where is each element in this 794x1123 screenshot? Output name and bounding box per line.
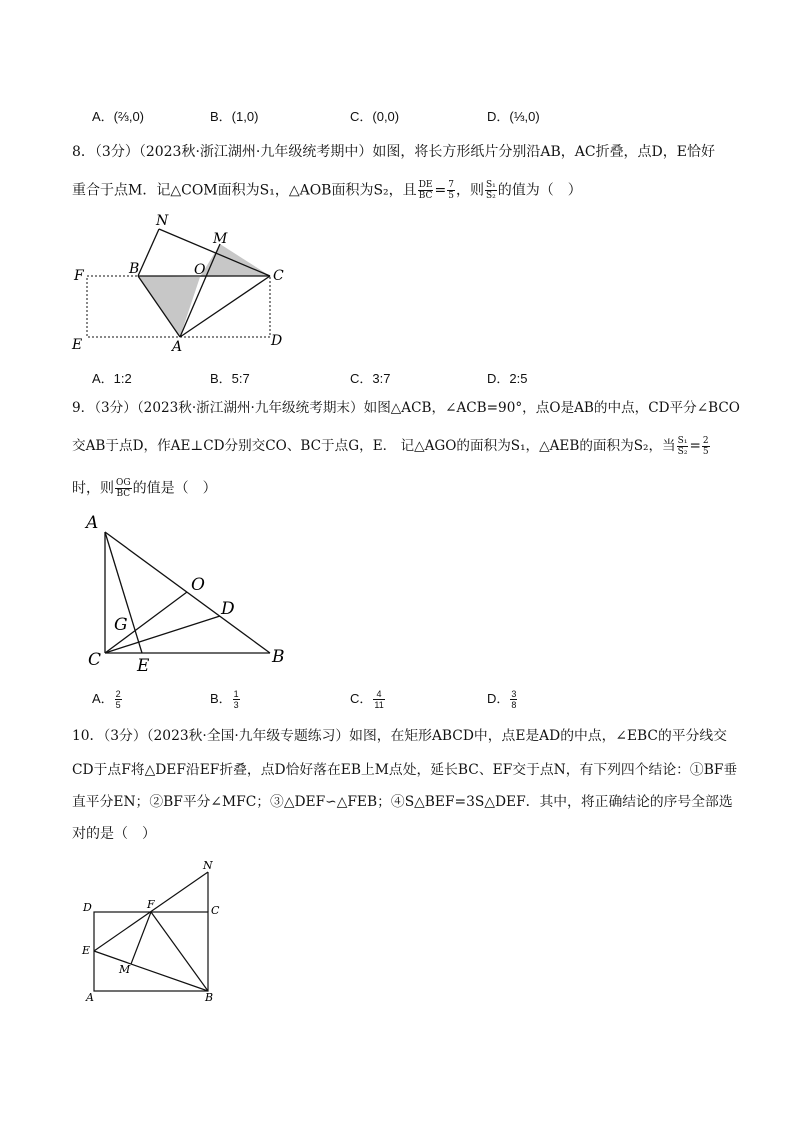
q10-line-2: CD于点F将△DEF沿EF折叠，点D恰好落在EB上M点处，延长BC、EF交于点N，有下列四个结论：①BF垂 (72, 762, 738, 778)
q9-figure (80, 510, 300, 680)
q9-option-d: D． $\frac{3}{8}$ (487, 689, 517, 711)
q10-label-d: D (83, 901, 92, 914)
q9-option-b: B． $\frac{1}{3}$ (210, 689, 239, 711)
q7-option-d: D．(⅓,0) (487, 109, 540, 124)
q8-option-a: A．1:2 (92, 371, 132, 386)
q9-line-1: 9．（3分）（2023秋·浙江湖州·九年级统考期末）如图△ACB，∠ACB=90°，点O是AB的中点，CD平分∠BCO (72, 400, 740, 416)
q8-option-c: C．3:7 (350, 371, 391, 386)
q9-label-e: E (137, 656, 150, 676)
q8-option-d: D．2:5 (487, 371, 528, 386)
q8-shaded-aob (138, 276, 200, 337)
q10-label-f: F (147, 898, 155, 911)
q10-label-b: B (205, 991, 214, 1004)
q10-line-3: 直平分EN；②BF平分∠MFC；③△DEF∽△FEB；④S△BEF=3S△DEF．其中，将正确结论的序号全部选 (72, 794, 733, 810)
q8-label-a: A (172, 339, 183, 355)
q10-label-n: N (203, 859, 213, 872)
q10-figure (75, 852, 235, 1012)
q8-label-e: E (72, 337, 83, 353)
q8-label-b: B (129, 261, 140, 277)
q8-line-1: 8．（3分）（2023秋·浙江湖州·九年级统考期中）如图，将长方形纸片分别沿AB，AC折叠，点D，E恰好 (72, 144, 716, 160)
q10-line-4: 对的是（ ） (72, 826, 156, 842)
q10-label-m: M (119, 963, 131, 976)
q8-label-f: F (74, 268, 84, 284)
q10-label-a: A (86, 991, 94, 1004)
q8-option-b: B．5:7 (210, 371, 250, 386)
q7-option-c: C．(0,0) (350, 109, 400, 124)
q8-label-d: D (271, 333, 283, 349)
q10-label-c: C (211, 904, 220, 917)
q9-label-a: A (86, 513, 99, 533)
q8-label-c: C (273, 268, 284, 284)
q9-label-b: B (272, 647, 285, 667)
q8-label-m: M (213, 231, 228, 247)
q9-label-o: O (191, 575, 205, 595)
q8-line-2: 重合于点M．记△COM面积为S₁，△AOB面积为S₂，且 $\frac{DE}{BC}$ = $\frac{7}{5}$ ，则 $\frac{\text{S₁}}{\text{S₂}}$ 的值为（ ） (72, 180, 582, 201)
q8-figure (70, 210, 300, 360)
q9-option-a: A． $\frac{2}{5}$ (92, 689, 121, 711)
q8-label-o: O (194, 262, 206, 278)
q10-label-e: E (82, 944, 91, 957)
q9-line-2: 交AB于点D，作AE⊥CD分别交CO、BC于点G，E． 记△AGO的面积为S₁，△AEB的面积为S₂，当 $\frac{\text{S₁}}{\text{S₂}}$ = $\frac{2}{5}$ (72, 436, 709, 457)
q9-option-c: C． $\frac{4}{11}$ (350, 689, 384, 711)
q10-line-1: 10．（3分）（2023秋·全国·九年级专题练习）如图，在矩形ABCD中，点E是AD的中点，∠EBC的平分线交 (72, 728, 727, 744)
q9-label-d: D (221, 599, 235, 619)
q9-label-c: C (88, 650, 102, 670)
q9-label-g: G (114, 615, 128, 635)
q7-option-a: A．(⅔,0) (92, 109, 145, 124)
q9-line-3: 时，则 $\frac{OG}{BC}$ 的值是（ ） (72, 478, 217, 499)
q8-label-n: N (156, 213, 169, 229)
q10-rectangle-abcd (94, 912, 208, 991)
q7-option-b: B．(1,0) (210, 109, 259, 124)
